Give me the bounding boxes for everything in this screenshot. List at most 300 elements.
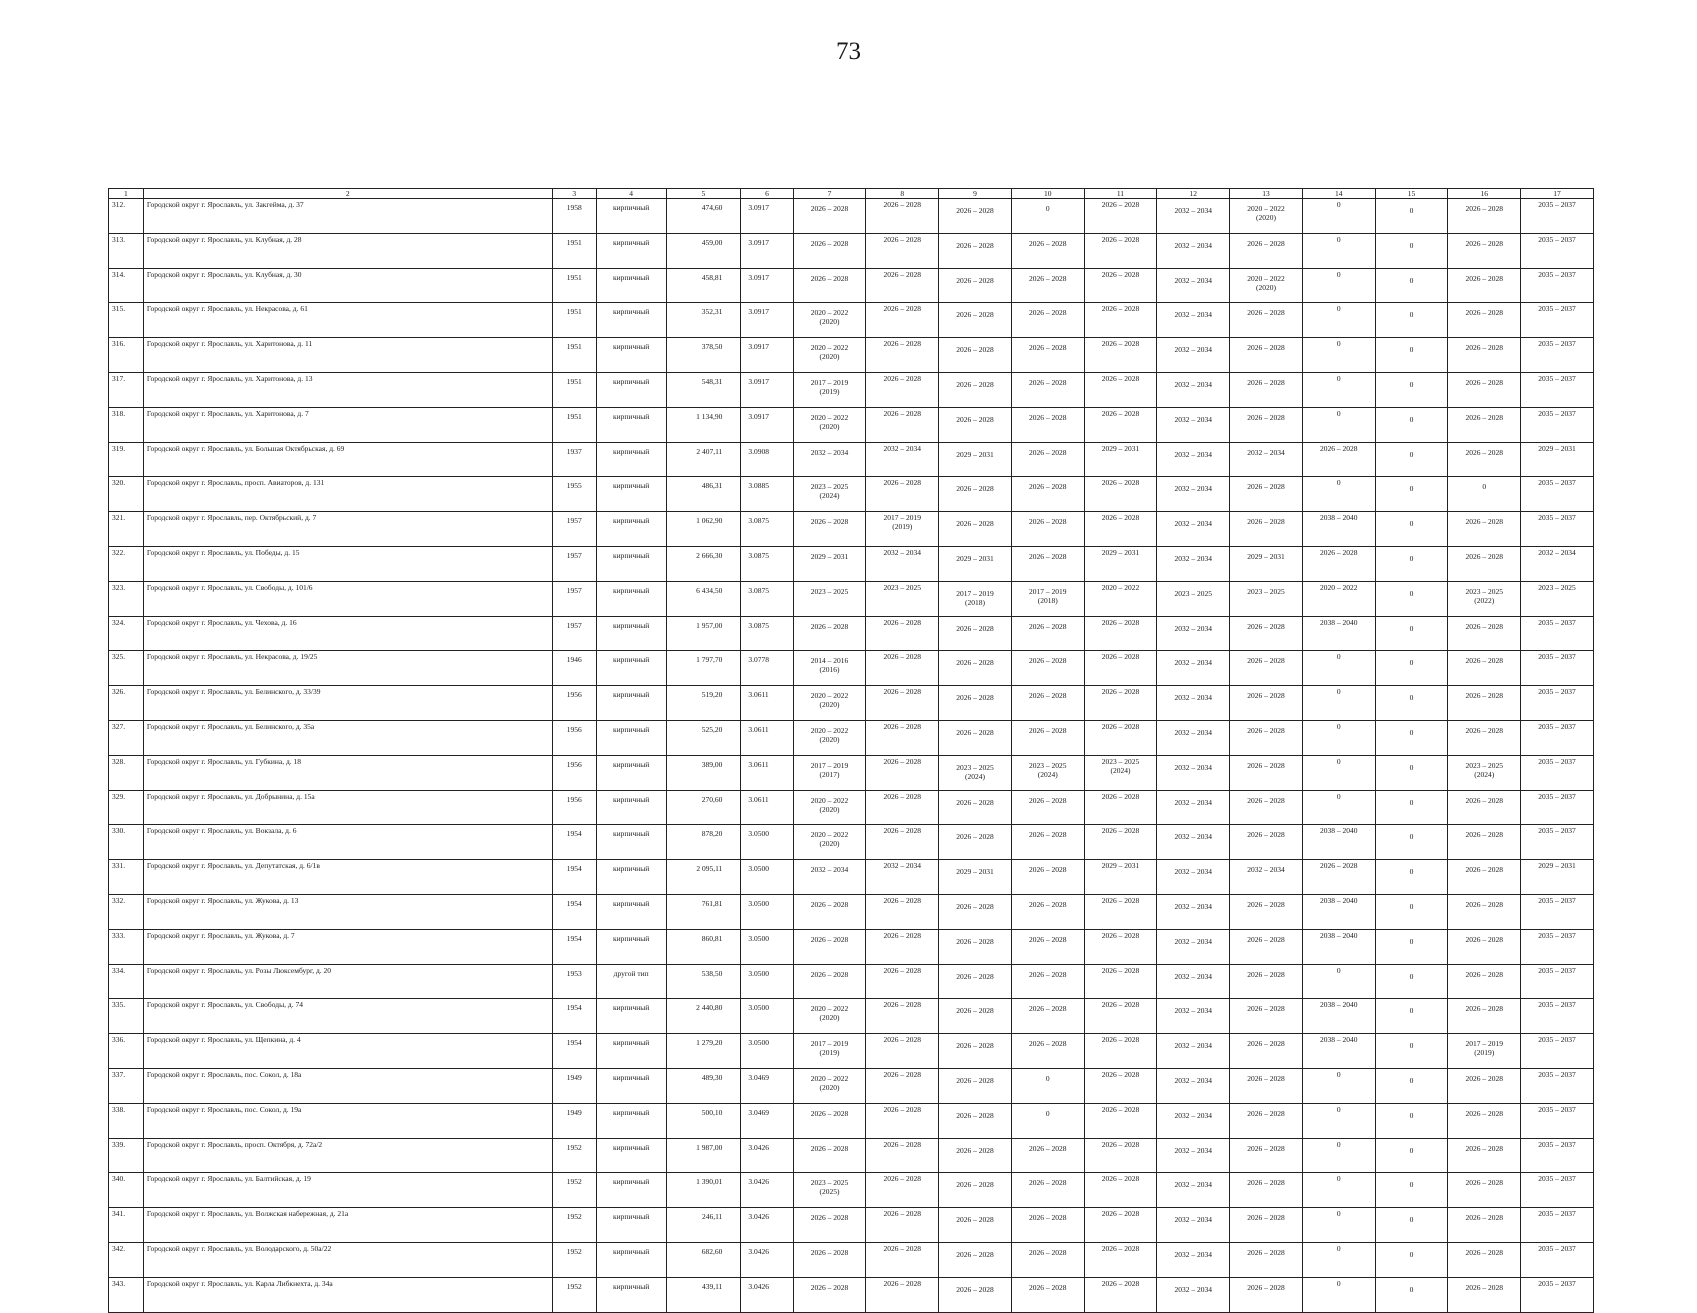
table-cell-col-14: 0 [1302,199,1375,234]
table-cell-col-15: 0 [1375,964,1448,999]
table-cell-col-11: 2026 – 2028 [1084,407,1157,442]
table-cell-col-1: 332. [109,894,144,929]
table-cell-col-9: 2026 – 2028 [939,651,1012,686]
table-cell-col-4: кирпичный [596,338,666,373]
table-cell-col-16: 2026 – 2028 [1448,1138,1521,1173]
table-cell-col-9: 2026 – 2028 [939,268,1012,303]
table-cell-col-11: 2026 – 2028 [1084,477,1157,512]
table-cell-col-1: 333. [109,929,144,964]
table-cell-col-10: 0 [1011,199,1084,234]
table-cell-col-2: Городской округ г. Ярославль, ул. Некрасова, д. 61 [143,303,552,338]
table-cell-col-9: 2026 – 2028 [939,790,1012,825]
table-cell-col-11: 2026 – 2028 [1084,651,1157,686]
table-cell-col-1: 313. [109,233,144,268]
table-cell-col-8: 2026 – 2028 [866,825,939,860]
cell-year-note: (2019) [892,522,913,532]
table-cell-col-13: 2026 – 2028 [1230,303,1303,338]
table-cell-col-16: 2026 – 2028 [1448,651,1521,686]
table-cell-col-3: 1958 [552,199,596,234]
table-cell-col-3: 1946 [552,651,596,686]
table-cell-col-14: 0 [1302,755,1375,790]
cell-period: 2017 – 2019 [1028,586,1067,596]
table-cell-col-2: Городской округ г. Ярославль, ул. Клубная, д. 28 [143,233,552,268]
table-cell-col-14: 0 [1302,372,1375,407]
table-row [109,825,1594,860]
table-cell-col-4: кирпичный [596,199,666,234]
table-cell-col-15: 0 [1375,1034,1448,1069]
table-cell-col-14: 2038 – 2040 [1302,999,1375,1034]
table-cell-col-7 [793,755,866,790]
table-cell-col-4: кирпичный [596,1173,666,1208]
table-cell-col-7 [793,477,866,512]
table-cell-col-5: 352,31 [666,303,741,338]
table-cell-col-4: другой тип [596,964,666,999]
table-cell-col-13: 2026 – 2028 [1230,338,1303,373]
table-cell-col-13: 2026 – 2028 [1230,1034,1303,1069]
table-cell-col-10: 2026 – 2028 [1011,616,1084,651]
table-cell-col-7: 2026 – 2028 [793,929,866,964]
cell-year-note: (2024) [1110,765,1131,775]
cell-period: 2020 – 2022 [810,412,849,422]
table-cell-col-12: 2032 – 2034 [1157,1103,1230,1138]
table-cell-col-2: Городской округ г. Ярославль, ул. Володарского, д. 50а/22 [143,1242,552,1277]
table-cell-col-17: 2035 – 2037 [1521,1277,1594,1312]
table-cell-col-6: 3.0917 [741,233,793,268]
table-cell-col-2: Городской округ г. Ярославль, пос. Сокол, д. 19а [143,1103,552,1138]
table-cell-col-12: 2032 – 2034 [1157,477,1230,512]
table-cell-col-1: 322. [109,546,144,581]
table-cell-col-16: 2026 – 2028 [1448,790,1521,825]
table-cell-col-1: 340. [109,1173,144,1208]
table-cell-col-12: 2032 – 2034 [1157,546,1230,581]
table-cell-col-10: 2026 – 2028 [1011,720,1084,755]
table-cell-col-1: 320. [109,477,144,512]
table-cell-col-7: 2032 – 2034 [793,442,866,477]
table-cell-col-6: 3.0917 [741,338,793,373]
table-cell-col-9: 2026 – 2028 [939,1242,1012,1277]
table-row [109,1242,1594,1277]
table-cell-col-11: 2026 – 2028 [1084,1068,1157,1103]
table-cell-col-8: 2026 – 2028 [866,372,939,407]
table-cell-col-1: 327. [109,720,144,755]
table-cell-col-15: 0 [1375,651,1448,686]
table-cell-col-16: 2026 – 2028 [1448,442,1521,477]
table-cell-col-13: 2026 – 2028 [1230,616,1303,651]
table-cell-col-8: 2026 – 2028 [866,651,939,686]
table-cell-col-7: 2026 – 2028 [793,199,866,234]
table-cell-col-1: 326. [109,686,144,721]
table-cell-col-3: 1952 [552,1138,596,1173]
table-cell-col-4: кирпичный [596,1277,666,1312]
table-cell-col-1: 334. [109,964,144,999]
table-cell-col-12: 2032 – 2034 [1157,407,1230,442]
table-cell-col-14: 0 [1302,233,1375,268]
table-cell-col-12: 2032 – 2034 [1157,651,1230,686]
table-cell-col-2: Городской округ г. Ярославль, пос. Сокол, д. 18а [143,1068,552,1103]
table-cell-col-8: 2026 – 2028 [866,1138,939,1173]
table-cell-col-16: 2026 – 2028 [1448,616,1521,651]
table-cell-col-5: 860,81 [666,929,741,964]
table-cell-col-1: 328. [109,755,144,790]
table-cell-col-10: 2026 – 2028 [1011,686,1084,721]
table-cell-col-8: 2026 – 2028 [866,1208,939,1243]
table-cell-col-17: 2023 – 2025 [1521,581,1594,616]
table-cell-col-15: 0 [1375,894,1448,929]
table-cell-col-17: 2035 – 2037 [1521,686,1594,721]
table-cell-col-11: 2026 – 2028 [1084,372,1157,407]
table-cell-col-8: 2026 – 2028 [866,199,939,234]
table-cell-col-14: 0 [1302,1208,1375,1243]
table-cell-col-3: 1949 [552,1103,596,1138]
table-cell-col-5: 246,11 [666,1208,741,1243]
table-cell-col-6: 3.0611 [741,755,793,790]
table-cell-col-9: 2026 – 2028 [939,964,1012,999]
table-cell-col-12: 2032 – 2034 [1157,1242,1230,1277]
table-cell-col-4: кирпичный [596,268,666,303]
table-cell-col-16: 2026 – 2028 [1448,407,1521,442]
table-cell-col-10: 2026 – 2028 [1011,651,1084,686]
capital-repair-schedule-table [108,188,1594,1313]
cell-period: 2023 – 2025 [1465,586,1503,596]
table-cell-col-1: 314. [109,268,144,303]
table-cell-col-9: 2026 – 2028 [939,303,1012,338]
table-cell-col-5: 2 440,80 [666,999,741,1034]
table-cell-col-8: 2026 – 2028 [866,616,939,651]
table-cell-col-17: 2035 – 2037 [1521,1173,1594,1208]
column-number-12: 12 [1157,189,1230,199]
column-number-3: 3 [552,189,596,199]
table-cell-col-6: 3.0500 [741,825,793,860]
table-cell-col-6: 3.0500 [741,999,793,1034]
table-cell-col-11: 2026 – 2028 [1084,1242,1157,1277]
table-cell-col-15: 0 [1375,407,1448,442]
table-cell-col-15: 0 [1375,1103,1448,1138]
table-cell-col-17: 2029 – 2031 [1521,860,1594,895]
table-cell-col-11: 2026 – 2028 [1084,686,1157,721]
table-cell-col-3: 1937 [552,442,596,477]
table-cell-col-2: Городской округ г. Ярославль, ул. Свободы, д. 74 [143,999,552,1034]
table-cell-col-9: 2026 – 2028 [939,1173,1012,1208]
column-number-15: 15 [1375,189,1448,199]
table-cell-col-13: 2029 – 2031 [1230,546,1303,581]
table-cell-col-3: 1951 [552,268,596,303]
table-cell-col-13: 2026 – 2028 [1230,1103,1303,1138]
table-cell-col-1: 325. [109,651,144,686]
table-cell-col-3: 1952 [552,1277,596,1312]
table-cell-col-2: Городской округ г. Ярославль, ул. Депутатская, д. 6/1в [143,860,552,895]
table-cell-col-7 [793,1173,866,1208]
table-cell-col-10 [1011,581,1084,616]
table-cell-col-16: 2026 – 2028 [1448,1242,1521,1277]
table-cell-col-4: кирпичный [596,686,666,721]
table-cell-col-10: 2026 – 2028 [1011,860,1084,895]
table-cell-col-16: 2026 – 2028 [1448,964,1521,999]
table-cell-col-5: 459,00 [666,233,741,268]
table-cell-col-16: 0 [1448,477,1521,512]
table-cell-col-14: 2038 – 2040 [1302,1034,1375,1069]
table-cell-col-11: 2026 – 2028 [1084,999,1157,1034]
table-cell-col-11: 2026 – 2028 [1084,1103,1157,1138]
table-row [109,512,1594,547]
table-cell-col-14: 0 [1302,964,1375,999]
column-number-17: 17 [1521,189,1594,199]
table-cell-col-15: 0 [1375,477,1448,512]
table-cell-col-3: 1954 [552,825,596,860]
cell-period: 2023 – 2025 [1465,760,1503,770]
table-cell-col-3: 1951 [552,407,596,442]
table-cell-col-6: 3.0426 [741,1138,793,1173]
table-cell-col-17: 2035 – 2037 [1521,755,1594,790]
table-cell-col-3: 1957 [552,616,596,651]
table-cell-col-11: 2026 – 2028 [1084,303,1157,338]
table-cell-col-14: 0 [1302,303,1375,338]
table-cell-col-13: 2026 – 2028 [1230,686,1303,721]
table-cell-col-5: 2 666,30 [666,546,741,581]
table-cell-col-2: Городской округ г. Ярославль, ул. Победы, д. 15 [143,546,552,581]
table-cell-col-6: 3.0426 [741,1208,793,1243]
table-cell-col-6: 3.0917 [741,372,793,407]
table-cell-col-6: 3.0500 [741,860,793,895]
cell-year-note: (2020) [819,317,840,327]
table-cell-col-5: 500,10 [666,1103,741,1138]
table-cell-col-2: Городской округ г. Ярославль, ул. Балтийская, д. 19 [143,1173,552,1208]
table-cell-col-3: 1952 [552,1242,596,1277]
table-cell-col-16: 2026 – 2028 [1448,303,1521,338]
table-cell-col-12: 2032 – 2034 [1157,1208,1230,1243]
table-row [109,860,1594,895]
cell-year-note: (2020) [819,1013,840,1023]
table-cell-col-15: 0 [1375,199,1448,234]
table-cell-col-10: 2026 – 2028 [1011,1173,1084,1208]
table-cell-col-17: 2035 – 2037 [1521,894,1594,929]
table-cell-col-16: 2026 – 2028 [1448,860,1521,895]
table-cell-col-5: 1 062,90 [666,512,741,547]
table-cell-col-10: 0 [1011,1103,1084,1138]
table-cell-col-12: 2032 – 2034 [1157,233,1230,268]
table-cell-col-17: 2035 – 2037 [1521,1242,1594,1277]
table-cell-col-8: 2026 – 2028 [866,964,939,999]
table-cell-col-17: 2035 – 2037 [1521,233,1594,268]
table-cell-col-4: кирпичный [596,894,666,929]
table-cell-col-3: 1957 [552,546,596,581]
table-row [109,616,1594,651]
table-cell-col-14: 0 [1302,651,1375,686]
table-cell-col-11: 2026 – 2028 [1084,1173,1157,1208]
table-cell-col-2: Городской округ г. Ярославль, ул. Белинского, д. 33/39 [143,686,552,721]
table-cell-col-2: Городской округ г. Ярославль, ул. Большая Октябрьская, д. 69 [143,442,552,477]
table-cell-col-9: 2026 – 2028 [939,338,1012,373]
table-cell-col-1: 330. [109,825,144,860]
table-cell-col-10: 2026 – 2028 [1011,233,1084,268]
table-cell-col-9: 2026 – 2028 [939,512,1012,547]
table-cell-col-11: 2026 – 2028 [1084,790,1157,825]
table-cell-col-3: 1952 [552,1173,596,1208]
table-cell-col-16: 2026 – 2028 [1448,546,1521,581]
table-cell-col-4: кирпичный [596,1068,666,1103]
table-cell-col-9: 2029 – 2031 [939,442,1012,477]
table-cell-col-1: 324. [109,616,144,651]
table-cell-col-7 [793,372,866,407]
table-cell-col-16: 2026 – 2028 [1448,338,1521,373]
table-cell-col-7: 2032 – 2034 [793,860,866,895]
table-cell-col-2: Городской округ г. Ярославль, ул. Закгейма, д. 37 [143,199,552,234]
column-number-1: 1 [109,189,144,199]
table-cell-col-14: 2026 – 2028 [1302,860,1375,895]
table-cell-col-15: 0 [1375,616,1448,651]
table-cell-col-13: 2026 – 2028 [1230,755,1303,790]
table-cell-col-10: 2026 – 2028 [1011,894,1084,929]
table-cell-col-10: 2026 – 2028 [1011,372,1084,407]
table-cell-col-16: 2026 – 2028 [1448,999,1521,1034]
table-cell-col-8: 2026 – 2028 [866,1277,939,1312]
table-cell-col-7 [793,686,866,721]
cell-period: 2017 – 2019 [956,588,994,598]
table-cell-col-12: 2032 – 2034 [1157,1138,1230,1173]
table-cell-col-4: кирпичный [596,790,666,825]
table-cell-col-7: 2026 – 2028 [793,1138,866,1173]
table-cell-col-10: 2026 – 2028 [1011,1208,1084,1243]
table-cell-col-10: 2026 – 2028 [1011,1277,1084,1312]
table-cell-col-1: 317. [109,372,144,407]
table-cell-col-16 [1448,1034,1521,1069]
table-cell-col-4: кирпичный [596,1242,666,1277]
table-cell-col-14: 2038 – 2040 [1302,512,1375,547]
table-cell-col-6: 3.0426 [741,1242,793,1277]
table-row [109,1103,1594,1138]
column-number-7: 7 [793,189,866,199]
table-cell-col-16 [1448,581,1521,616]
table-row [109,1277,1594,1312]
cell-year-note: (2020) [1255,213,1276,222]
table-cell-col-4: кирпичный [596,1138,666,1173]
table-cell-col-4: кирпичный [596,1103,666,1138]
table-cell-col-8: 2026 – 2028 [866,929,939,964]
table-cell-col-4: кирпичный [596,303,666,338]
table-cell-col-12: 2032 – 2034 [1157,338,1230,373]
table-cell-col-14: 0 [1302,1277,1375,1312]
table-cell-col-13: 2026 – 2028 [1230,1208,1303,1243]
table-cell-col-9: 2026 – 2028 [939,720,1012,755]
table-cell-col-6: 3.0875 [741,512,793,547]
table-cell-col-8: 2032 – 2034 [866,546,939,581]
table-cell-col-11: 2026 – 2028 [1084,894,1157,929]
table-cell-col-15: 0 [1375,338,1448,373]
table-cell-col-3: 1956 [552,790,596,825]
table-cell-col-2: Городской округ г. Ярославль, ул. Чехова, д. 16 [143,616,552,651]
table-cell-col-3: 1951 [552,303,596,338]
table-cell-col-7: 2026 – 2028 [793,1277,866,1312]
table-cell-col-17: 2035 – 2037 [1521,268,1594,303]
table-cell-col-10: 2026 – 2028 [1011,1242,1084,1277]
table-cell-col-12: 2032 – 2034 [1157,720,1230,755]
cell-year-note: (2017) [819,769,840,779]
table-cell-col-11: 2026 – 2028 [1084,233,1157,268]
table-row [109,929,1594,964]
table-cell-col-2: Городской округ г. Ярославль, ул. Карла Либкнехта, д. 34а [143,1277,552,1312]
table-cell-col-16: 2026 – 2028 [1448,199,1521,234]
column-number-5: 5 [666,189,741,199]
table-cell-col-6: 3.0917 [741,199,793,234]
table-cell-col-11: 2026 – 2028 [1084,964,1157,999]
table-cell-col-2: Городской округ г. Ярославль, ул. Харитонова, д. 13 [143,372,552,407]
table-cell-col-12: 2032 – 2034 [1157,303,1230,338]
table-cell-col-2: Городской округ г. Ярославль, ул. Волжская набережная, д. 21а [143,1208,552,1243]
cell-year-note: (2020) [819,734,840,744]
table-cell-col-3: 1954 [552,999,596,1034]
table-cell-col-12: 2032 – 2034 [1157,1068,1230,1103]
cell-year-note: (2016) [819,665,840,675]
table-cell-col-3: 1954 [552,894,596,929]
table-cell-col-4: кирпичный [596,1034,666,1069]
table-cell-col-2: Городской округ г. Ярославль, ул. Белинского, д. 35а [143,720,552,755]
table-cell-col-15: 0 [1375,1068,1448,1103]
cell-year-note: (2024) [1474,769,1495,779]
table-cell-col-8: 2026 – 2028 [866,303,939,338]
table-cell-col-16: 2026 – 2028 [1448,233,1521,268]
table-cell-col-17: 2035 – 2037 [1521,199,1594,234]
table-cell-col-15: 0 [1375,999,1448,1034]
cell-period: 2023 – 2025 [956,762,994,772]
table-cell-col-7 [793,1034,866,1069]
cell-period: 2020 – 2022 [810,1073,849,1083]
cell-year-note: (2020) [1255,282,1276,292]
table-cell-col-1: 318. [109,407,144,442]
cell-year-note: (2019) [1474,1048,1495,1058]
table-cell-col-9 [939,581,1012,616]
table-cell-col-1: 343. [109,1277,144,1312]
table-cell-col-8: 2032 – 2034 [866,442,939,477]
table-cell-col-16: 2026 – 2028 [1448,1103,1521,1138]
table-cell-col-8: 2026 – 2028 [866,1173,939,1208]
column-number-9: 9 [939,189,1012,199]
cell-period: 2017 – 2019 [883,513,921,523]
table-cell-col-9: 2026 – 2028 [939,1103,1012,1138]
table-cell-col-4: кирпичный [596,616,666,651]
table-cell-col-14: 2026 – 2028 [1302,546,1375,581]
table-cell-col-14: 0 [1302,686,1375,721]
table-cell-col-11 [1084,755,1157,790]
table-cell-col-12: 2032 – 2034 [1157,372,1230,407]
table-cell-col-15: 0 [1375,720,1448,755]
table-cell-col-16: 2026 – 2028 [1448,512,1521,547]
table-cell-col-8: 2026 – 2028 [866,1068,939,1103]
table-cell-col-10: 2026 – 2028 [1011,268,1084,303]
table-cell-col-1: 331. [109,860,144,895]
table-cell-col-12: 2032 – 2034 [1157,860,1230,895]
table-cell-col-4: кирпичный [596,825,666,860]
table-cell-col-17: 2035 – 2037 [1521,929,1594,964]
table-cell-col-7: 2026 – 2028 [793,616,866,651]
table-cell-col-13: 2026 – 2028 [1230,999,1303,1034]
table-cell-col-7: 2026 – 2028 [793,1208,866,1243]
table-cell-col-8: 2026 – 2028 [866,1242,939,1277]
table-cell-col-17: 2035 – 2037 [1521,372,1594,407]
table-cell-col-11: 2026 – 2028 [1084,1277,1157,1312]
table-cell-col-16: 2026 – 2028 [1448,1068,1521,1103]
table-cell-col-1: 319. [109,442,144,477]
column-number-4: 4 [596,189,666,199]
table-cell-col-15: 0 [1375,268,1448,303]
table-cell-col-1: 329. [109,790,144,825]
table-cell-col-3: 1952 [552,1208,596,1243]
cell-period: 2017 – 2019 [810,1039,849,1049]
table-cell-col-11: 2029 – 2031 [1084,442,1157,477]
table-cell-col-2: Городской округ г. Ярославль, ул. Клубная, д. 30 [143,268,552,303]
table-cell-col-11: 2026 – 2028 [1084,512,1157,547]
table-cell-col-7 [793,303,866,338]
column-number-2: 2 [143,189,552,199]
table-cell-col-17: 2035 – 2037 [1521,1068,1594,1103]
